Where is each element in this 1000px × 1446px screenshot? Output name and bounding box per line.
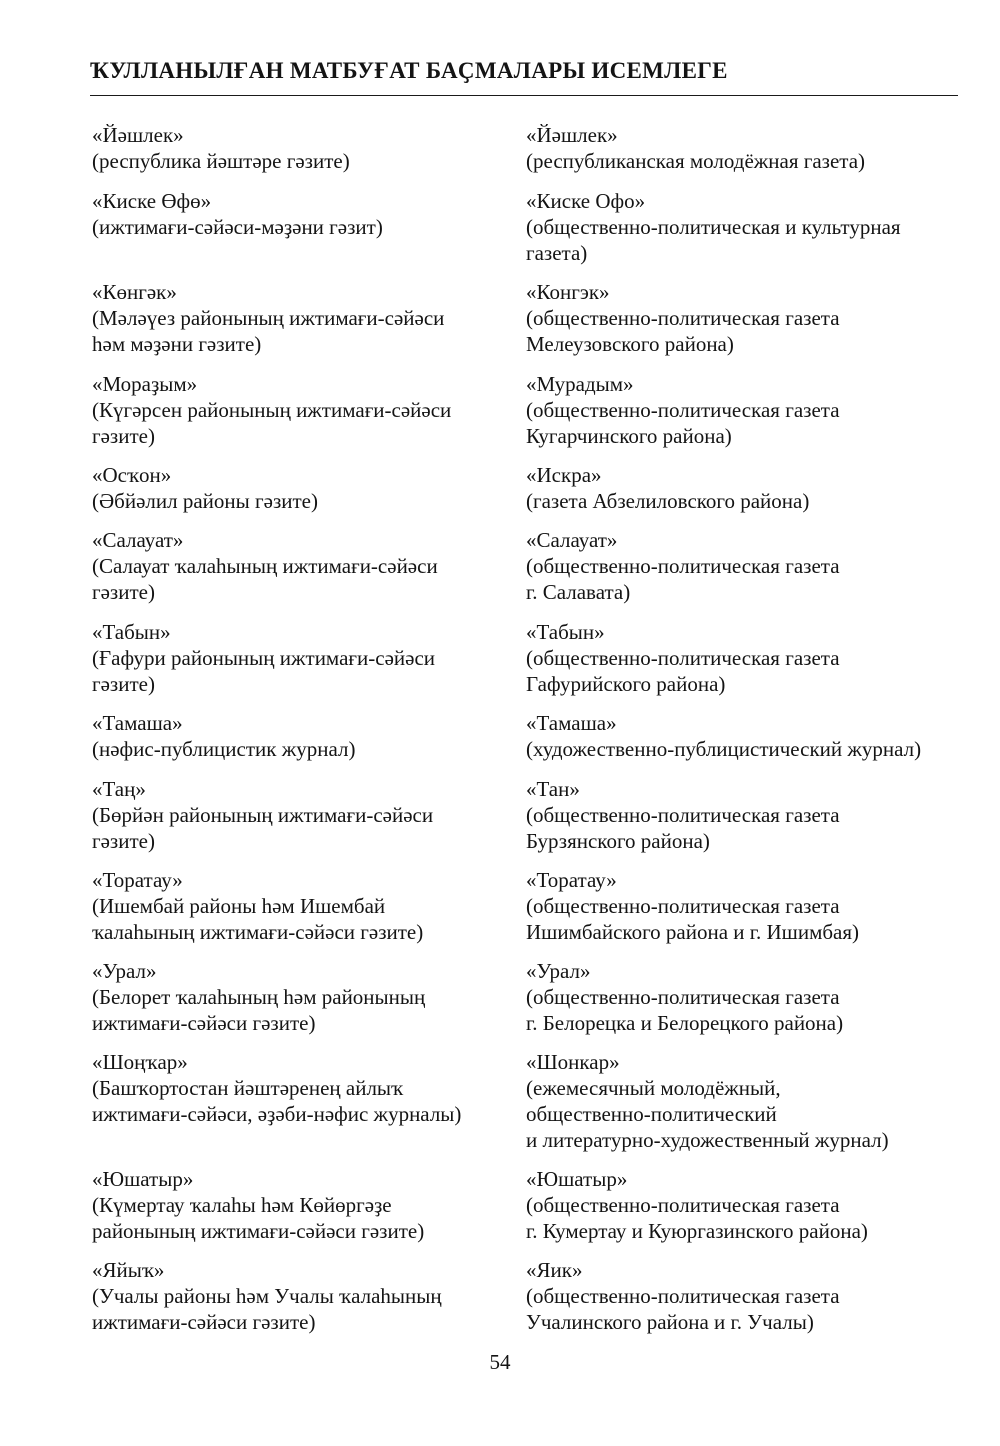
entry-russian xyxy=(526,1166,868,1244)
publication-name: «Салауат» xyxy=(526,528,618,552)
publication-name: «Урал» xyxy=(526,959,591,983)
publication-description-line: (Мәләүез районының ижтимағи-сәйәси xyxy=(92,306,445,330)
publication-description-line: (Бөрйән районының ижтимағи-сәйәси xyxy=(92,803,434,827)
entry-russian xyxy=(526,279,840,357)
entry-russian xyxy=(526,776,840,854)
publication-description-line: һәм мәҙәни гәзите) xyxy=(92,332,262,356)
entry-bashkir xyxy=(92,188,383,240)
publication-description-line: (республиканская молодёжная газета) xyxy=(526,149,866,173)
publication-name: «Табын» xyxy=(526,620,605,644)
publication-description-line: Бурзянского района) xyxy=(526,829,710,853)
entry-bashkir xyxy=(92,619,435,697)
publication-description-line: (Ишембай районы һәм Ишембай xyxy=(92,894,386,918)
publication-description-line: Мелеузовского района) xyxy=(526,332,734,356)
publication-description-line: (общественно-политическая газета xyxy=(526,398,840,422)
entry-russian xyxy=(526,1049,889,1153)
publication-name: «Тамаша» xyxy=(526,711,617,735)
publication-name: «Табын» xyxy=(92,620,171,644)
publication-description-line: ижтимағи-сәйәси гәзите) xyxy=(92,1310,316,1334)
entry-bashkir xyxy=(92,867,423,945)
publication-description-line: (Күмертау ҡалаһы һәм Көйөргәҙе xyxy=(92,1193,392,1217)
entry-russian xyxy=(526,1257,840,1335)
publication-description-line: общественно-политический xyxy=(526,1102,777,1126)
publication-description-line: (художественно-публицистический журнал) xyxy=(526,737,922,761)
publication-description-line: г. Салавата) xyxy=(526,580,631,604)
publication-name: «Мораҙым» xyxy=(92,372,198,396)
entry-bashkir xyxy=(92,710,355,762)
publication-description-line: гәзите) xyxy=(92,672,155,696)
publication-description-line: (общественно-политическая газета xyxy=(526,306,840,330)
entry-bashkir xyxy=(92,527,438,605)
publication-description-line: (общественно-политическая газета xyxy=(526,1284,840,1308)
entry-russian xyxy=(526,710,921,762)
publication-name: «Салауат» xyxy=(92,528,184,552)
entry-bashkir xyxy=(92,122,350,174)
publication-description-line: (Салауат ҡалаһының ижтимағи-сәйәси xyxy=(92,554,438,578)
publication-description-line: (общественно-политическая газета xyxy=(526,646,840,670)
entry-bashkir xyxy=(92,1049,461,1127)
publication-description-line: (ижтимағи-сәйәси-мәҙәни гәзит) xyxy=(92,215,383,239)
publication-description-line: (нәфис-публицистик журнал) xyxy=(92,737,356,761)
publication-description-line: (Күгәрсен районының ижтимағи-сәйәси xyxy=(92,398,452,422)
page-title: ҠУЛЛАНЫЛҒАН МАТБУҒАТ БАҪМАЛАРЫ ИСЕМЛЕГЕ xyxy=(90,58,728,83)
publication-description-line: Кугарчинского района) xyxy=(526,424,732,448)
entry-bashkir xyxy=(92,1166,424,1244)
publication-description-line: гәзите) xyxy=(92,580,155,604)
publication-name: «Тан» xyxy=(526,777,580,801)
header-rule xyxy=(90,95,958,96)
publication-name: «Йәшлек» xyxy=(526,123,618,147)
entry-russian xyxy=(526,619,840,697)
publication-description-line: (общественно-политическая газета xyxy=(526,894,840,918)
publication-description-line: газета) xyxy=(526,241,588,265)
publication-description-line: (Белорет ҡалаһының һәм районының xyxy=(92,985,426,1009)
entry-bashkir xyxy=(92,462,318,514)
publication-description-line: (Әбйәлил районы гәзите) xyxy=(92,489,318,513)
publication-description-line: г. Кумертау и Куюргазинского района) xyxy=(526,1219,868,1243)
publication-name: «Йәшлек» xyxy=(92,123,184,147)
publication-name: «Мурадым» xyxy=(526,372,634,396)
publication-name: «Киске Өфө» xyxy=(92,189,212,213)
publication-description-line: Ишимбайского района и г. Ишимбая) xyxy=(526,920,860,944)
entry-russian xyxy=(526,188,901,266)
publication-description-line: Учалинского района и г. Учалы) xyxy=(526,1310,814,1334)
entry-bashkir xyxy=(92,1257,442,1335)
publication-description-line: ижтимағи-сәйәси, әҙәби-нәфис журналы) xyxy=(92,1102,462,1126)
publication-name: «Осҡон» xyxy=(92,463,172,487)
publication-description-line: (газета Абзелиловского района) xyxy=(526,489,810,513)
publication-name: «Тамаша» xyxy=(92,711,183,735)
publication-name: «Искра» xyxy=(526,463,602,487)
publication-description-line: (общественно-политическая газета xyxy=(526,985,840,1009)
publication-description-line: (общественно-политическая газета xyxy=(526,554,840,578)
publication-description-line: районының ижтимағи-сәйәси гәзите) xyxy=(92,1219,425,1243)
publication-name: «Конгэк» xyxy=(526,280,610,304)
page-number: 54 xyxy=(489,1350,511,1374)
entry-bashkir xyxy=(92,776,433,854)
publication-description-line: (общественно-политическая газета xyxy=(526,1193,840,1217)
publication-name: «Яйыҡ» xyxy=(92,1258,165,1282)
publication-description-line: ҡалаһының ижтимағи-сәйәси гәзите) xyxy=(92,920,424,944)
publication-description-line: ижтимағи-сәйәси гәзите) xyxy=(92,1011,316,1035)
publication-name: «Көнгәк» xyxy=(92,280,177,304)
entry-russian xyxy=(526,122,865,174)
entry-russian xyxy=(526,527,840,605)
publication-name: «Шонкар» xyxy=(526,1050,620,1074)
entry-russian xyxy=(526,462,809,514)
publication-description-line: (общественно-политическая газета xyxy=(526,803,840,827)
publication-description-line: и литературно-художественный журнал) xyxy=(526,1128,889,1152)
publication-description-line: (республика йәштәре гәзите) xyxy=(92,149,350,173)
publication-description-line: гәзите) xyxy=(92,829,155,853)
publication-description-line: (Учалы районы һәм Учалы ҡалаһының xyxy=(92,1284,442,1308)
entry-russian xyxy=(526,371,840,449)
publication-description-line: (Башҡортостан йәштәренең айлыҡ xyxy=(92,1076,404,1100)
publication-name: «Торатау» xyxy=(92,868,183,892)
publication-description-line: (ежемесячный молодёжный, xyxy=(526,1076,781,1100)
publication-name: «Таң» xyxy=(92,777,146,801)
entry-bashkir xyxy=(92,279,444,357)
publication-description-line: (Ғафури районының ижтимағи-сәйәси xyxy=(92,646,436,670)
publication-description-line: Гафурийского района) xyxy=(526,672,726,696)
entry-russian xyxy=(526,958,843,1036)
publication-name: «Урал» xyxy=(92,959,157,983)
publication-name: «Торатау» xyxy=(526,868,617,892)
entry-bashkir xyxy=(92,371,451,449)
publication-name: «Шоңҡар» xyxy=(92,1050,188,1074)
publication-description-line: гәзите) xyxy=(92,424,155,448)
publication-name: «Юшатыр» xyxy=(526,1167,628,1191)
publication-name: «Яик» xyxy=(526,1258,583,1282)
publication-description-line: (общественно-политическая и культурная xyxy=(526,215,901,239)
entry-russian xyxy=(526,867,859,945)
publication-name: «Киске Офо» xyxy=(526,189,646,213)
entry-bashkir xyxy=(92,958,425,1036)
publication-name: «Юшатыр» xyxy=(92,1167,194,1191)
publication-description-line: г. Белорецка и Белорецкого района) xyxy=(526,1011,844,1035)
